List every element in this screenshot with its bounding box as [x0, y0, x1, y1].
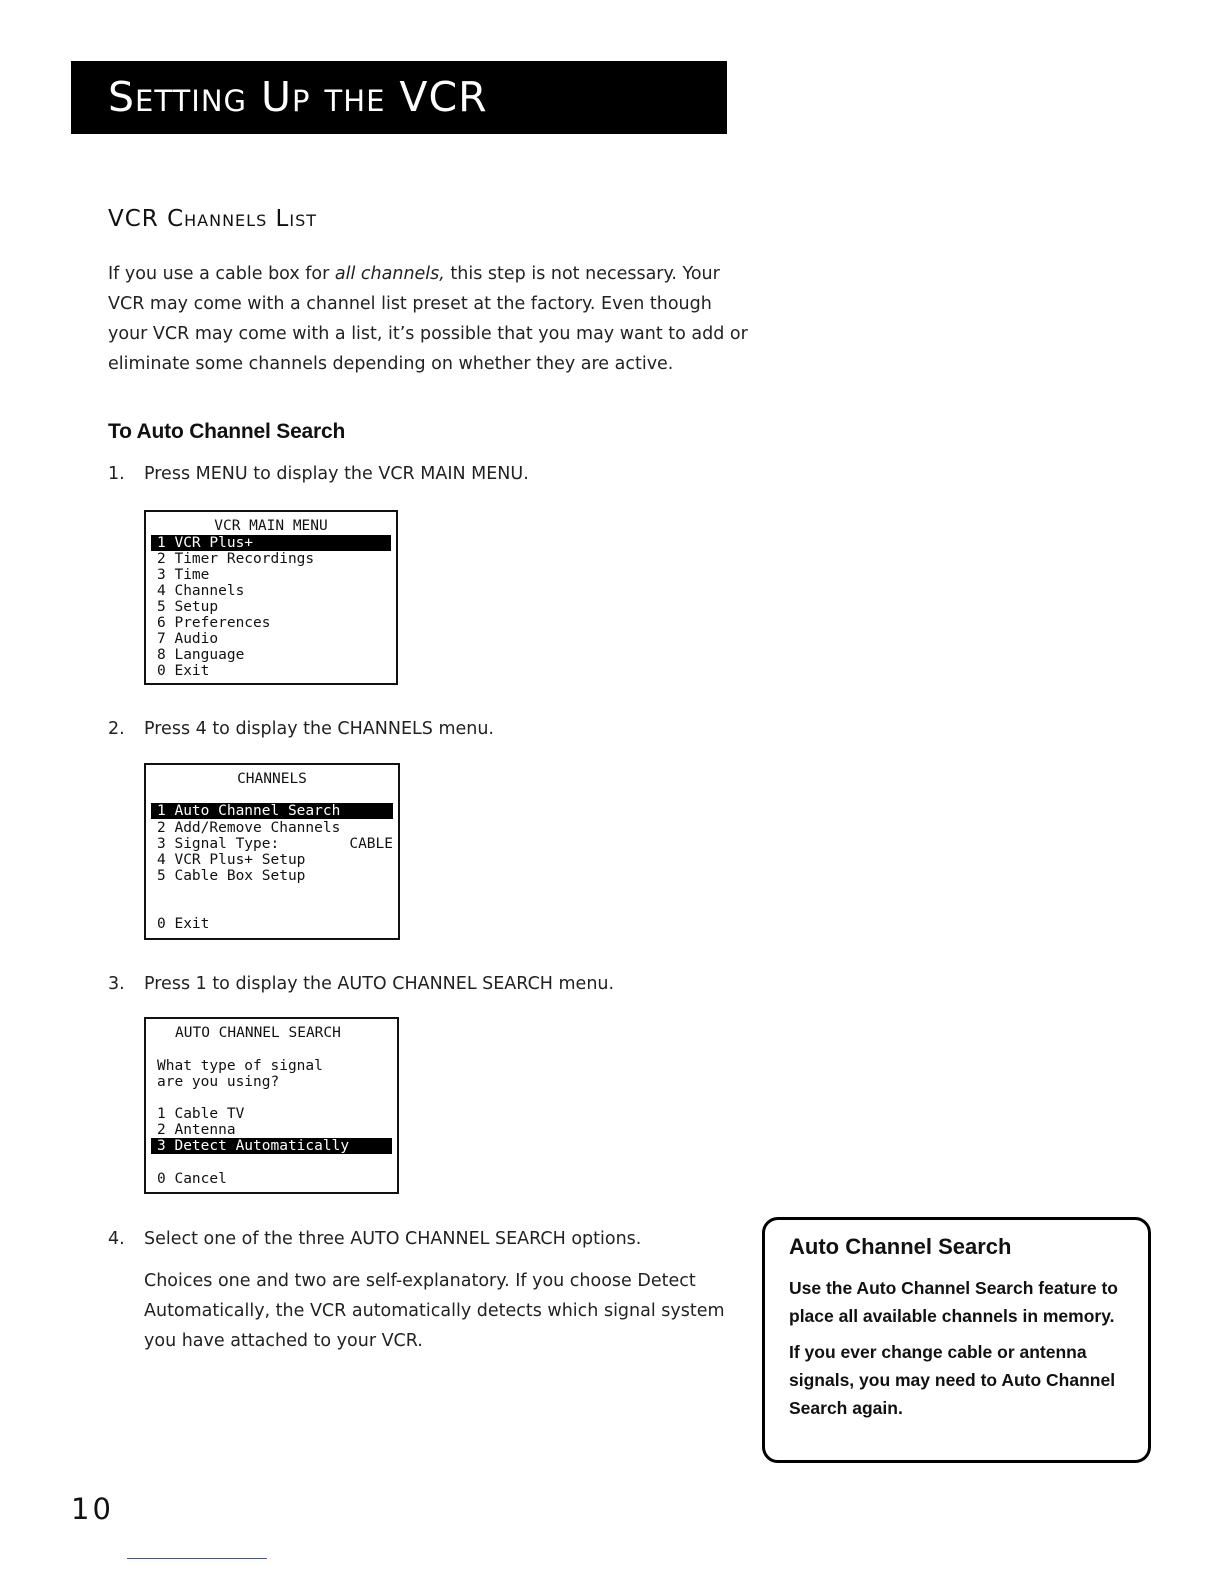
menu-item: 5 Setup	[157, 599, 219, 615]
menu-item-selected: 1 VCR Plus+	[151, 535, 391, 551]
channels-menu-screen	[144, 763, 400, 940]
step-number: 2.	[108, 719, 125, 739]
vcr-main-menu-screen	[144, 510, 398, 685]
menu-title: VCR MAIN MENU	[214, 518, 328, 534]
signal-type-value: CABLE	[349, 836, 393, 852]
menu-item: 6 Preferences	[157, 615, 271, 631]
auto-channel-search-screen	[144, 1017, 399, 1194]
menu-item: 3 Time	[157, 567, 210, 583]
menu-item: 0 Exit	[157, 663, 210, 679]
intro-text-start: If you use a cable box for	[108, 264, 335, 284]
menu-item-cancel: 0 Cancel	[157, 1171, 227, 1187]
step-4-explanation: Choices one and two are self-explanatory. If you choose Detect Automatically, the VCR automatically detects which signal system you have attached to your VCR.	[144, 1271, 725, 1351]
footer-rule	[127, 1558, 267, 1559]
intro-paragraph	[108, 259, 748, 379]
menu-title: CHANNELS	[237, 771, 307, 787]
procedure-heading: To Auto Channel Search	[108, 420, 346, 443]
signal-type-label: 3 Signal Type:	[157, 836, 280, 852]
sidebar-paragraph: Use the Auto Channel Search feature to place all available channels in memory.	[789, 1278, 1118, 1326]
menu-item-selected: 3 Detect Automatically	[151, 1138, 392, 1154]
menu-item: 4 Channels	[157, 583, 245, 599]
menu-item: 7 Audio	[157, 631, 219, 647]
section-title: VCR Channels List	[108, 206, 318, 232]
step-number: 4.	[108, 1229, 125, 1249]
step-text: Press 4 to display the CHANNELS menu.	[144, 719, 494, 739]
menu-item: 8 Language	[157, 647, 245, 663]
step-text: Press MENU to display the VCR MAIN MENU.	[144, 464, 529, 484]
menu-prompt-line: are you using?	[157, 1074, 280, 1090]
tip-sidebar	[762, 1217, 1151, 1463]
menu-item-selected: 1 Auto Channel Search	[151, 803, 393, 819]
menu-item: 5 Cable Box Setup	[157, 868, 306, 884]
step-4	[108, 1229, 641, 1249]
step-1	[108, 464, 529, 484]
menu-item: 2 Add/Remove Channels	[157, 820, 341, 836]
chapter-banner: Setting Up the VCR	[71, 61, 727, 134]
intro-text-end: this step is not necessary. Your VCR may come with a channel list preset at the factory. Even though your VCR may come with a list, it’s possible that you may want to add or eliminate some channels depending on whether they are active.	[108, 264, 748, 374]
sidebar-title: Auto Channel Search	[789, 1234, 1012, 1259]
menu-item: 4 VCR Plus+ Setup	[157, 852, 306, 868]
menu-prompt-line: What type of signal	[157, 1058, 323, 1074]
step-number: 1.	[108, 464, 125, 484]
intro-emphasis: all channels,	[334, 264, 445, 284]
menu-item	[151, 836, 393, 852]
step-text: Press 1 to display the AUTO CHANNEL SEARCH menu.	[144, 974, 615, 994]
menu-item: 2 Antenna	[157, 1122, 236, 1138]
step-text: Select one of the three AUTO CHANNEL SEARCH options.	[144, 1229, 642, 1249]
menu-item: 1 Cable TV	[157, 1106, 245, 1122]
page-number: 10	[71, 1492, 114, 1526]
step-number: 3.	[108, 974, 125, 994]
step-2	[108, 719, 494, 739]
step-3	[108, 974, 614, 994]
menu-title: AUTO CHANNEL SEARCH	[175, 1025, 341, 1041]
menu-item: 2 Timer Recordings	[157, 551, 315, 567]
menu-item-exit: 0 Exit	[157, 916, 210, 932]
sidebar-paragraph: If you ever change cable or antenna signals, you may need to Auto Channel Search again.	[789, 1342, 1116, 1418]
